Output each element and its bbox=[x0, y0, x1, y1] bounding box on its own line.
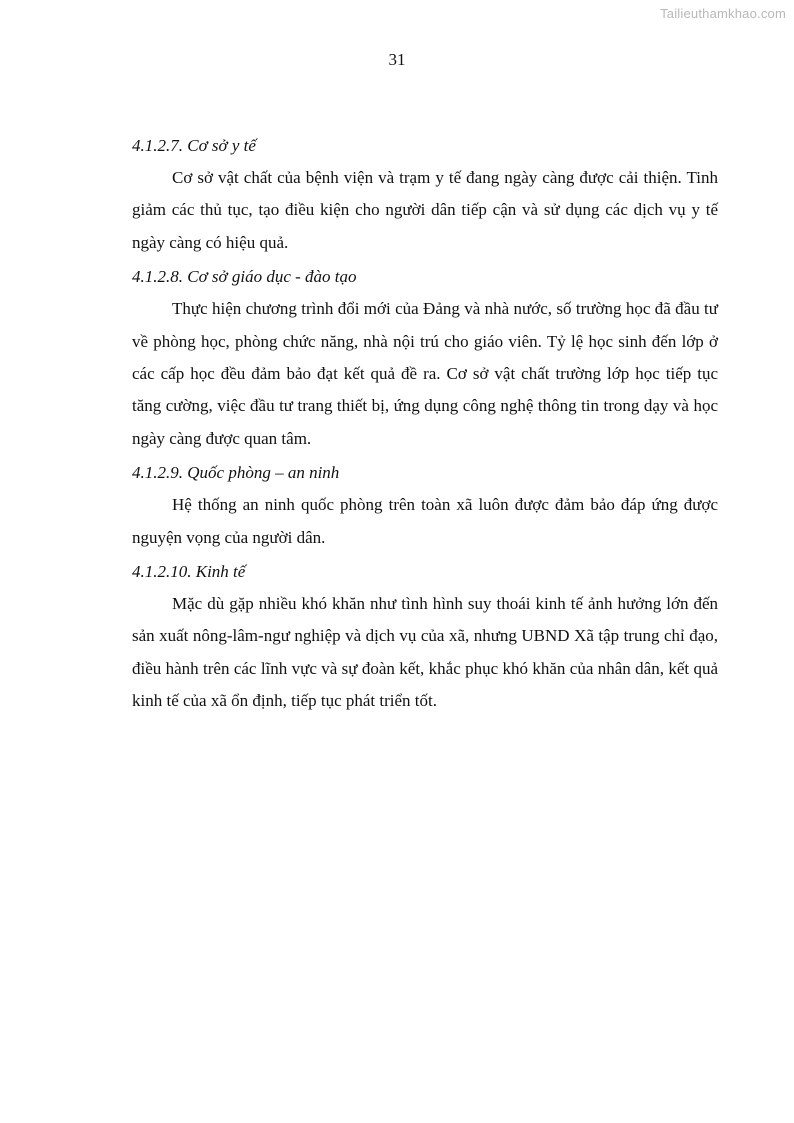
section-paragraph: Cơ sở vật chất của bệnh viện và trạm y tế đang ngày càng được cải thiện. Tinh giảm các thủ tục, tạo điều kiện cho người dân tiếp cận và sử dụng các dịch vụ y tế ngày càng có hiệu quả. bbox=[132, 168, 718, 252]
section-paragraph: Thực hiện chương trình đổi mới của Đảng và nhà nước, số trường học đã đầu tư về phòng học, phòng chức năng, nhà nội trú cho giáo viên. Tỷ lệ học sinh đến lớp ở các cấp học đều đảm bảo đạt kết quả đề ra. Cơ sở vật chất trường lớp học tiếp tục tăng cường, việc đầu tư trang thiết bị, ứng dụng công nghệ thông tin trong dạy và học ngày càng được quan tâm. bbox=[132, 299, 718, 448]
section-education bbox=[132, 259, 718, 455]
watermark-text: Tailieuthamkhao.com bbox=[660, 6, 786, 21]
section-heading: 4.1.2.8. Cơ sở giáo dục - đào tạo bbox=[132, 267, 357, 287]
section-heading: 4.1.2.9. Quốc phòng – an ninh bbox=[132, 463, 340, 483]
document-body bbox=[132, 128, 718, 718]
section-heading: 4.1.2.10. Kinh tế bbox=[132, 562, 246, 582]
page-number: 31 bbox=[388, 50, 406, 69]
section-paragraph: Mặc dù gặp nhiều khó khăn như tình hình suy thoái kinh tế ảnh hưởng lớn đến sản xuất nông-lâm-ngư nghiệp và dịch vụ của xã, nhưng UBND Xã tập trung chỉ đạo, điều hành trên các lĩnh vực và sự đoàn kết, khắc phục khó khăn của nhân dân, kết quả kinh tế của xã ổn định, tiếp tục phát triển tốt. bbox=[132, 594, 718, 711]
section-health bbox=[132, 128, 718, 259]
section-economy bbox=[132, 554, 718, 718]
section-paragraph: Hệ thống an ninh quốc phòng trên toàn xã luôn được đảm bảo đáp ứng được nguyện vọng của người dân. bbox=[132, 495, 718, 547]
section-heading: 4.1.2.7. Cơ sở y tế bbox=[132, 136, 256, 155]
section-defense bbox=[132, 455, 718, 554]
